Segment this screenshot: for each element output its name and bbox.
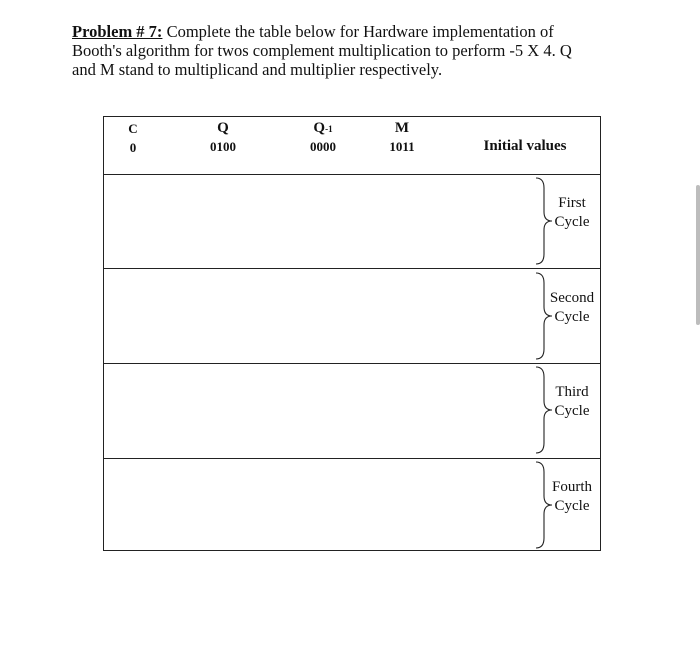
initial-values-label: Initial values: [483, 138, 567, 154]
cycle-label-line: First: [558, 195, 586, 211]
header-c: C: [128, 121, 138, 136]
initial-q-minus-1: 0000: [310, 139, 336, 154]
problem-line-1: [72, 22, 612, 41]
problem-line-3: and M stand to multiplicand and multiplier respectively.: [72, 60, 443, 79]
cycle-label-second: [537, 289, 607, 327]
initial-m: 1011: [389, 139, 415, 154]
cycle-label-line: Cycle: [554, 403, 590, 419]
header-q-minus-1: [313, 120, 332, 137]
initial-q: 0100: [210, 139, 236, 154]
problem-statement: [72, 22, 612, 79]
cycle-label-line: Third: [555, 384, 589, 400]
cycle-label-line: Fourth: [551, 479, 592, 495]
initial-c: 0: [129, 140, 137, 155]
cycle-label-line: Second: [549, 290, 595, 306]
cycle-label-line: Cycle: [554, 309, 590, 325]
row-divider: [104, 268, 600, 269]
problem-text-1: Complete the table below for Hardware implementation of: [162, 22, 554, 41]
header-q: Q: [217, 120, 229, 136]
problem-line-2: Booth's algorithm for twos complement multiplication to perform -5 X 4. Q: [72, 41, 572, 60]
problem-heading: Problem # 7:: [72, 22, 163, 41]
cycle-label-line: Cycle: [554, 214, 590, 230]
booth-table: [103, 116, 601, 551]
cycle-label-line: Cycle: [554, 498, 590, 514]
row-divider: [104, 174, 600, 175]
cycle-label-first: [537, 194, 607, 232]
header-q-minus-1-base: Q: [313, 120, 326, 136]
cycle-label-third: [537, 383, 607, 421]
row-divider: [104, 363, 600, 364]
row-divider: [104, 458, 600, 459]
scrollbar-thumb[interactable]: [696, 185, 700, 325]
cycle-label-fourth: [537, 478, 607, 516]
header-m: M: [394, 120, 410, 136]
header-q-minus-1-sub: -1: [325, 124, 333, 134]
